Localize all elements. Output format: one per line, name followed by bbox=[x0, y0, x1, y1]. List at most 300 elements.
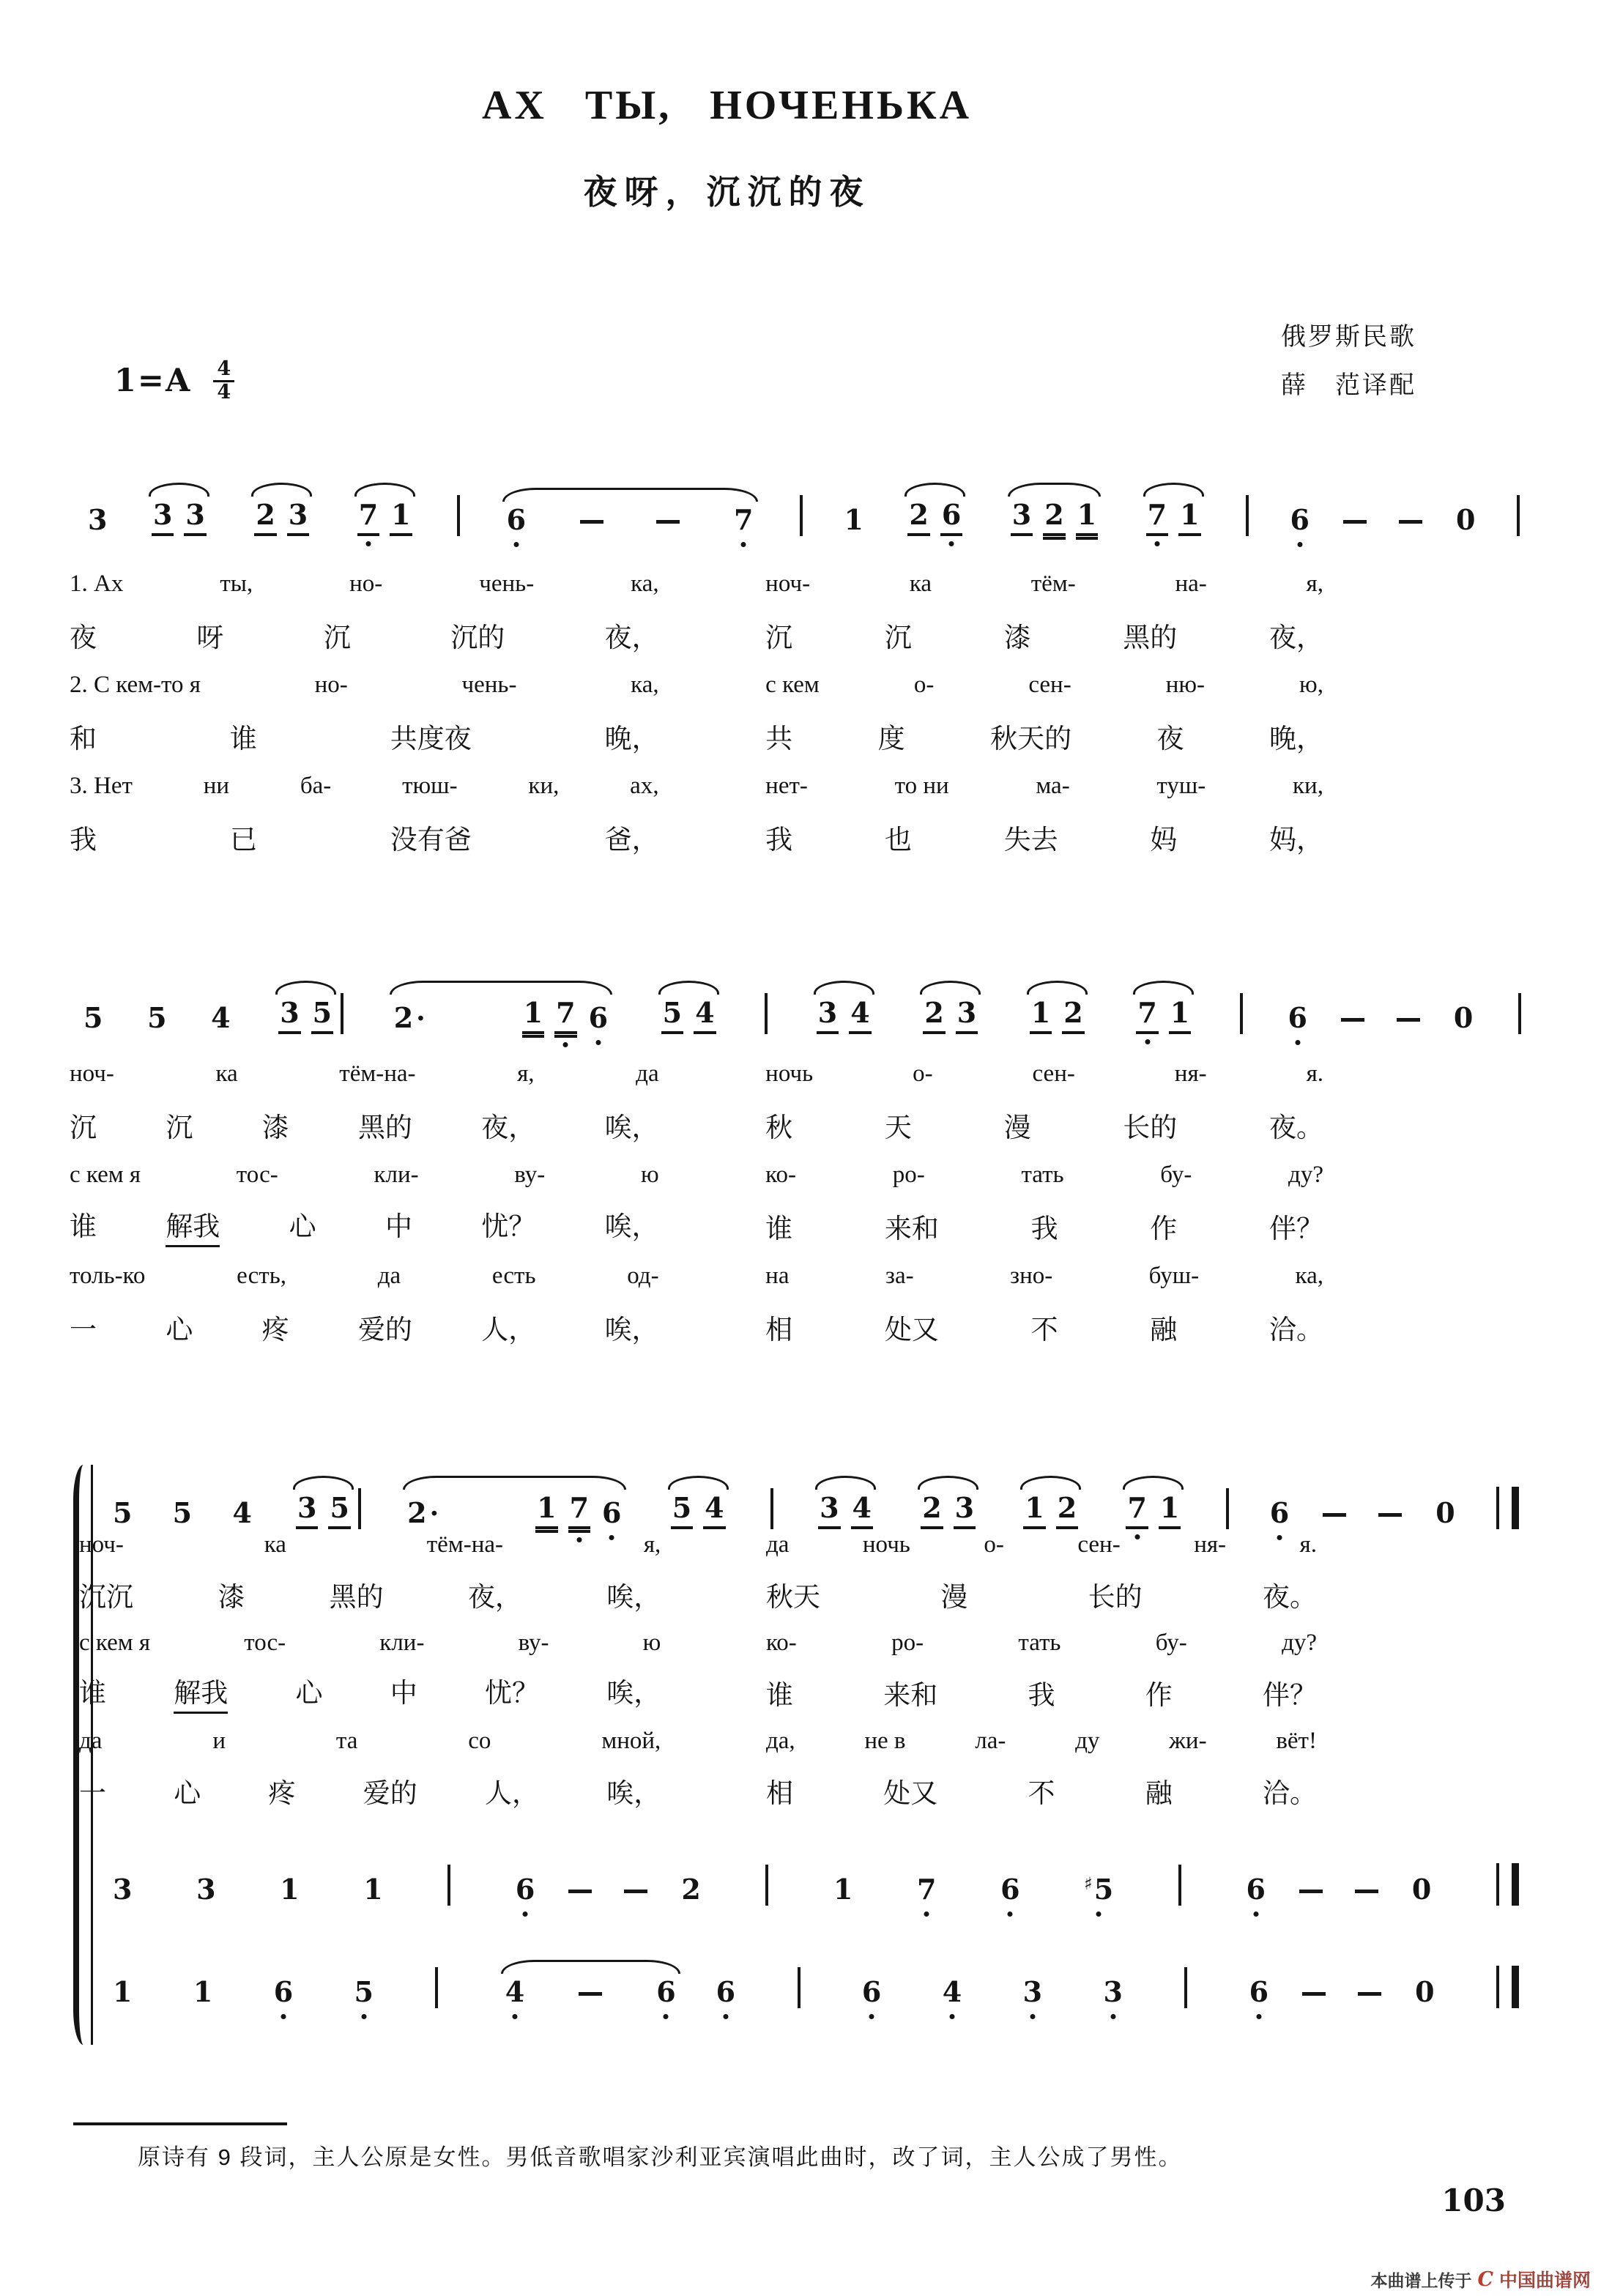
lyric-syllable: 一 bbox=[70, 1314, 97, 1345]
lyric-syllable: на- bbox=[1175, 571, 1207, 597]
lyric-syllable: 已 bbox=[229, 824, 257, 855]
lyric-syllable: 爱的 bbox=[357, 1314, 412, 1345]
barline bbox=[1517, 495, 1520, 536]
lyric-row bbox=[70, 660, 1323, 710]
lyric-syllable: та bbox=[335, 1728, 358, 1754]
duration-dash bbox=[1302, 1992, 1326, 1996]
note-digit: 6 bbox=[656, 1975, 676, 2008]
barline bbox=[1240, 993, 1243, 1034]
lyric-syllable: ню- bbox=[1165, 672, 1206, 698]
lyric-syllable: ки, bbox=[1293, 773, 1323, 799]
lyric-syllable: ки, bbox=[528, 773, 560, 799]
duration-dash bbox=[1358, 1992, 1381, 1996]
duration-dash bbox=[580, 520, 603, 524]
lyric-syllable: я. bbox=[1299, 1531, 1317, 1558]
lyric-syllable: 夜 bbox=[70, 622, 97, 653]
note-digit: 1 bbox=[390, 499, 412, 536]
lyric-syllable: сен- bbox=[1032, 1060, 1075, 1087]
credit-origin: 俄罗斯民歌 bbox=[1281, 324, 1416, 351]
note-digit: 4 bbox=[694, 997, 716, 1034]
barline bbox=[1518, 993, 1521, 1034]
slur-arc bbox=[1006, 483, 1103, 536]
lyric-syllable: ву- bbox=[518, 1630, 549, 1656]
lyric-syllable: 黑的 bbox=[1123, 622, 1178, 653]
lyric-syllable: о- bbox=[984, 1531, 1004, 1558]
lyric-syllable: туш- bbox=[1156, 773, 1206, 799]
lyric-syllable: 漫 bbox=[1003, 1112, 1031, 1143]
lyric-syllable: 夜， bbox=[467, 1581, 522, 1612]
sharp-icon: ♯ bbox=[1084, 1873, 1093, 1894]
note-digit: 5 bbox=[671, 1492, 693, 1529]
lyric-syllable: 沉 bbox=[884, 622, 912, 653]
lyric-syllable: ка bbox=[215, 1060, 238, 1087]
note-digit: 5 bbox=[147, 1001, 167, 1034]
lyric-syllable: 融 bbox=[1145, 1777, 1173, 1808]
lyric-syllable: 沉沉 bbox=[79, 1581, 133, 1612]
lyrics-system-1 bbox=[70, 559, 1323, 862]
augmentation-dot: · bbox=[429, 1498, 439, 1529]
melody-line-system-2 bbox=[82, 961, 1523, 1034]
lyric-syllable: 谁 bbox=[765, 1679, 793, 1710]
lyric-syllable: да bbox=[636, 1060, 659, 1087]
note-digit: 3 bbox=[954, 1492, 976, 1529]
lyric-syllable: 沉的 bbox=[450, 622, 505, 653]
lyric-syllable: 我 bbox=[70, 824, 97, 855]
lyric-syllable: 秋 bbox=[765, 1112, 793, 1143]
note-digit: 3 bbox=[113, 1873, 133, 1906]
lyric-syllable: ка, bbox=[1295, 1263, 1323, 1289]
lyric-row bbox=[70, 1251, 1323, 1301]
lyric-syllable: ночь bbox=[862, 1531, 910, 1558]
note-digit: 5 bbox=[354, 1975, 374, 2008]
slur-arc bbox=[387, 981, 614, 1034]
lyric-syllable: 沉 bbox=[765, 622, 793, 653]
lyric-syllable: 洽。 bbox=[1262, 1777, 1317, 1808]
note-digit: 1 bbox=[1178, 499, 1200, 536]
note-digit: 6 bbox=[588, 1001, 609, 1034]
note-digit: 1 bbox=[193, 1975, 213, 2008]
slur-arc bbox=[811, 981, 877, 1034]
lyric-syllable: ма- bbox=[1036, 773, 1070, 799]
lyric-syllable: бу- bbox=[1160, 1162, 1192, 1188]
lyric-syllable: 2. С кем-то я bbox=[70, 672, 201, 698]
slur-arc bbox=[918, 981, 983, 1034]
lyric-syllable: ноч- bbox=[765, 571, 811, 597]
lyric-row bbox=[70, 1049, 1323, 1099]
watermark bbox=[1370, 2266, 1591, 2292]
note-digit: 2 bbox=[1056, 1492, 1078, 1529]
duration-dash bbox=[579, 1992, 602, 1996]
lyric-syllable: 爸， bbox=[604, 824, 659, 855]
footnote-divider bbox=[73, 2122, 287, 2125]
lyric-syllable: 解我 bbox=[174, 1671, 228, 1714]
note-digit: 2 · bbox=[407, 1496, 439, 1529]
lyric-syllable: жи- bbox=[1169, 1728, 1207, 1754]
lyric-syllable: 处又 bbox=[884, 1314, 939, 1345]
barline bbox=[800, 495, 803, 536]
time-signature-numerator: 4 bbox=[213, 359, 234, 382]
lyric-syllable: мной, bbox=[601, 1728, 661, 1754]
lyric-syllable: од- bbox=[627, 1263, 659, 1289]
lyric-syllable: 秋天 bbox=[765, 1581, 820, 1612]
note-digit: 3 bbox=[287, 499, 309, 536]
lyric-syllable: 谁 bbox=[70, 1211, 97, 1241]
lyric-syllable: ю bbox=[642, 1630, 661, 1656]
lyric-row bbox=[70, 1150, 1323, 1200]
lyric-syllable: 黑的 bbox=[357, 1112, 412, 1143]
footnote-text: 原诗有 9 段词，主人公原是女性。男低音歌唱家沙利亚宾演唱此曲时，改了词，主人公成了男性。 bbox=[138, 2144, 1183, 2170]
duration-dash bbox=[1399, 520, 1422, 524]
lyric-row bbox=[70, 1099, 1323, 1150]
note-digit: 6 bbox=[1290, 503, 1310, 536]
note-digit: 1 bbox=[1030, 997, 1052, 1034]
lyric-syllable: есть bbox=[491, 1263, 536, 1289]
lyric-syllable: ду? bbox=[1288, 1162, 1323, 1188]
melody-line-system-3 bbox=[111, 1456, 1521, 1529]
final-barline bbox=[1496, 1863, 1519, 1906]
note-digit: 5 bbox=[83, 1001, 103, 1034]
lyric-syllable: ба- bbox=[300, 773, 332, 799]
lyric-syllable: 处又 bbox=[883, 1777, 938, 1808]
credit-translator: 薛 范译配 bbox=[1281, 372, 1416, 399]
lyric-syllable: ня- bbox=[1194, 1531, 1227, 1558]
note-digit: 7 bbox=[554, 997, 576, 1034]
duration-dash bbox=[568, 1890, 592, 1893]
lyric-syllable: с кем bbox=[765, 672, 820, 698]
lyric-syllable: 心 bbox=[174, 1777, 201, 1808]
lyric-syllable: 呀 bbox=[196, 622, 224, 653]
slur-arc bbox=[273, 981, 338, 1034]
note-digit: 7 bbox=[568, 1492, 590, 1529]
lyric-row bbox=[79, 1569, 1317, 1619]
note-digit: 2 bbox=[681, 1873, 701, 1906]
watermark-text: 本曲谱上传于 bbox=[1370, 2270, 1472, 2290]
lyric-syllable: 夜， bbox=[604, 622, 659, 653]
duration-dash bbox=[1355, 1890, 1378, 1893]
lyric-syllable: 沉 bbox=[323, 622, 351, 653]
lyric-syllable: 唉， bbox=[606, 1678, 661, 1708]
lyric-syllable: 夜， bbox=[481, 1112, 536, 1143]
lyric-syllable: нет- bbox=[765, 773, 808, 799]
lyric-syllable: ву- bbox=[514, 1162, 546, 1188]
note-digit: 2 bbox=[254, 499, 276, 536]
note-digit: 6 bbox=[515, 1873, 535, 1906]
note-digit: 1 bbox=[535, 1492, 557, 1529]
lyric-syllable: со bbox=[468, 1728, 491, 1754]
slur-arc bbox=[1131, 981, 1196, 1034]
note-digit: 3 bbox=[152, 499, 174, 536]
lyric-row bbox=[70, 710, 1323, 761]
lyric-syllable: я, bbox=[643, 1531, 661, 1558]
lyric-syllable: ноч- bbox=[79, 1531, 124, 1558]
lyric-syllable: ка bbox=[909, 571, 932, 597]
note-digit: 6 bbox=[716, 1975, 736, 2008]
barline bbox=[798, 1967, 800, 2008]
lyric-syllable: тос- bbox=[244, 1630, 286, 1656]
lyric-syllable: 爱的 bbox=[363, 1777, 417, 1808]
note-digit: ♯5 bbox=[1084, 1873, 1114, 1906]
lyric-syllable: 洽。 bbox=[1268, 1314, 1323, 1345]
lyric-syllable: 疼 bbox=[268, 1777, 296, 1808]
lyrics-system-3 bbox=[79, 1520, 1317, 1815]
melody-line-system-1 bbox=[86, 463, 1522, 536]
note-digit: 0 bbox=[1455, 503, 1476, 536]
duration-dash bbox=[1323, 1513, 1346, 1517]
lyric-syllable: да bbox=[79, 1728, 103, 1754]
lyric-syllable: буш- bbox=[1148, 1263, 1200, 1289]
note-digit: 3 bbox=[1103, 1975, 1123, 2008]
lyric-syllable: сен- bbox=[1077, 1531, 1121, 1558]
note-digit: 6 bbox=[1288, 1001, 1307, 1034]
note-digit: 2 bbox=[1062, 997, 1084, 1034]
note-digit: 5 bbox=[172, 1496, 193, 1529]
lyric-syllable: 人， bbox=[485, 1777, 539, 1808]
lyric-syllable: тос- bbox=[236, 1162, 278, 1188]
lyric-syllable: 一 bbox=[79, 1777, 106, 1808]
note-digit: 3 bbox=[296, 1492, 318, 1529]
lyric-syllable: чень- bbox=[461, 672, 517, 698]
duration-dash bbox=[1378, 1513, 1402, 1517]
note-digit: 2 bbox=[1043, 499, 1065, 536]
note-digit: 3 bbox=[956, 997, 978, 1034]
lyric-syllable: сен- bbox=[1028, 672, 1071, 698]
lyric-syllable: ро- bbox=[892, 1162, 925, 1188]
lyric-syllable: 共度夜 bbox=[390, 723, 472, 754]
lyric-row bbox=[70, 811, 1323, 862]
note-digit: 3 bbox=[817, 997, 839, 1034]
final-barline bbox=[1496, 1966, 1519, 2008]
note-digit: 6 bbox=[1246, 1873, 1266, 1906]
lyric-syllable: 妈 bbox=[1150, 824, 1178, 855]
lyric-syllable: 漆 bbox=[261, 1112, 289, 1143]
lyric-syllable: 唉， bbox=[604, 1314, 659, 1345]
lyric-syllable: да bbox=[765, 1531, 790, 1558]
lyric-syllable: 也 bbox=[884, 824, 912, 855]
note-digit: 6 bbox=[1249, 1975, 1269, 2008]
barline bbox=[457, 495, 460, 536]
lyric-syllable: 天 bbox=[884, 1112, 912, 1143]
lyric-syllable: 1. Ах bbox=[70, 571, 124, 597]
lyric-syllable: ро- bbox=[891, 1630, 924, 1656]
lyric-syllable: 人， bbox=[481, 1314, 536, 1345]
lyric-syllable: 妈， bbox=[1268, 824, 1323, 855]
lyric-syllable: 长的 bbox=[1123, 1112, 1178, 1143]
note-digit: 3 bbox=[1022, 1975, 1043, 2008]
lyric-syllable: 解我 bbox=[166, 1204, 220, 1247]
note-digit: 6 bbox=[940, 499, 962, 536]
final-barline bbox=[1496, 1487, 1519, 1529]
note-digit: 3 bbox=[1011, 499, 1033, 536]
lyric-syllable: 夜。 bbox=[1262, 1581, 1317, 1612]
note-digit: 2 · bbox=[393, 1001, 426, 1034]
song-title-russian: АХ ТЫ, НОЧЕНЬКА bbox=[481, 83, 973, 128]
lyric-syllable: ночь bbox=[765, 1060, 814, 1087]
note-digit: 4 bbox=[211, 1001, 231, 1034]
lyric-syllable: 来和 bbox=[884, 1213, 939, 1244]
duration-dash bbox=[1397, 1018, 1420, 1022]
lyric-syllable: 心 bbox=[289, 1211, 316, 1241]
alto-voice-line bbox=[111, 1832, 1521, 1906]
cnscore-logo-icon: C bbox=[1477, 2267, 1493, 2291]
note-digit: 3 bbox=[184, 499, 206, 536]
lyric-syllable: 漫 bbox=[940, 1581, 968, 1612]
lyric-syllable: тать bbox=[1021, 1162, 1064, 1188]
lyric-syllable: 不 bbox=[1028, 1777, 1055, 1808]
note-digit: 2 bbox=[907, 499, 929, 536]
key-signature: 1=A bbox=[114, 362, 192, 399]
note-digit: 1 bbox=[844, 503, 863, 536]
lyric-syllable: я. bbox=[1306, 1060, 1323, 1087]
lyric-row bbox=[79, 1668, 1317, 1717]
lyric-syllable: то ни bbox=[894, 773, 949, 799]
note-digit: 1 bbox=[1169, 997, 1191, 1034]
lyric-syllable: за- bbox=[885, 1263, 914, 1289]
lyric-syllable: тюш- bbox=[402, 773, 458, 799]
lyric-syllable: 唉， bbox=[606, 1581, 661, 1612]
lyric-syllable: 共 bbox=[765, 723, 793, 754]
lyric-syllable: о- bbox=[913, 672, 935, 698]
lyric-syllable: есть, bbox=[237, 1263, 286, 1289]
lyric-syllable: я, bbox=[1306, 571, 1323, 597]
lyric-syllable: 伴？ bbox=[1262, 1679, 1317, 1710]
lyric-syllable: кли- bbox=[374, 1162, 419, 1188]
lyric-row bbox=[79, 1766, 1317, 1815]
barline bbox=[1246, 495, 1249, 536]
lyric-row bbox=[79, 1520, 1317, 1569]
note-digit: 4 bbox=[942, 1975, 962, 2008]
lyric-syllable: тём-на- bbox=[426, 1531, 503, 1558]
lyric-syllable: 心 bbox=[295, 1678, 323, 1708]
lyric-syllable: ка, bbox=[631, 672, 659, 698]
duration-dash bbox=[1299, 1890, 1323, 1893]
bass-voice-line bbox=[111, 1935, 1521, 2008]
slur-arc bbox=[249, 483, 314, 536]
lyric-syllable: 失去 bbox=[1003, 824, 1058, 855]
lyric-syllable: 相 bbox=[765, 1777, 793, 1808]
lyric-syllable: 没有爸 bbox=[390, 824, 472, 855]
lyric-syllable: 晚， bbox=[1268, 723, 1323, 754]
lyric-syllable: 作 bbox=[1150, 1213, 1178, 1244]
duration-dash bbox=[624, 1890, 647, 1893]
lyric-row bbox=[70, 609, 1323, 660]
lyric-syllable: ня- bbox=[1174, 1060, 1207, 1087]
note-digit: 1 bbox=[1023, 1492, 1045, 1529]
lyric-row bbox=[70, 1301, 1323, 1352]
lyric-syllable: о- bbox=[913, 1060, 933, 1087]
note-digit: 3 bbox=[818, 1492, 840, 1529]
credits-block bbox=[1281, 313, 1416, 410]
lyric-syllable: ах, bbox=[630, 773, 659, 799]
lyric-syllable: ко- bbox=[765, 1162, 797, 1188]
lyric-syllable: 晚， bbox=[604, 723, 659, 754]
note-digit: 7 bbox=[1136, 997, 1158, 1034]
lyric-syllable: да, bbox=[765, 1728, 795, 1754]
lyric-syllable: ю, bbox=[1299, 672, 1323, 698]
lyric-syllable: но- bbox=[349, 571, 383, 597]
slur-arc bbox=[352, 483, 417, 536]
slur-arc bbox=[500, 488, 760, 536]
note-digit: 6 bbox=[506, 503, 527, 536]
lyric-syllable: ла- bbox=[975, 1728, 1006, 1754]
lyric-syllable: тать bbox=[1018, 1630, 1061, 1656]
note-digit: 7 bbox=[917, 1873, 937, 1906]
lyric-syllable: да bbox=[377, 1263, 401, 1289]
lyric-syllable: 相 bbox=[765, 1314, 793, 1345]
page-number: 103 bbox=[1441, 2182, 1506, 2218]
lyric-syllable: ноч- bbox=[70, 1060, 114, 1087]
lyric-syllable: 心 bbox=[166, 1314, 193, 1345]
note-digit: 6 bbox=[1000, 1873, 1020, 1906]
lyric-syllable: 唉， bbox=[604, 1112, 659, 1143]
note-digit: 3 bbox=[196, 1873, 216, 1906]
lyric-syllable: ка bbox=[264, 1531, 286, 1558]
note-digit: 1 bbox=[833, 1873, 853, 1906]
lyric-syllable: не в bbox=[864, 1728, 906, 1754]
note-digit: 1 bbox=[363, 1873, 383, 1906]
lyric-syllable: 沉 bbox=[70, 1112, 97, 1143]
barline bbox=[765, 993, 768, 1034]
lyric-syllable: 漆 bbox=[218, 1581, 245, 1612]
lyric-syllable: 黑的 bbox=[329, 1581, 384, 1612]
lyric-syllable: ка, bbox=[631, 571, 659, 597]
slur-arc bbox=[1141, 483, 1206, 536]
augmentation-dot: · bbox=[416, 1003, 426, 1034]
duration-dash bbox=[1341, 1018, 1364, 1022]
lyric-row bbox=[70, 1200, 1323, 1251]
time-signature-denominator: 4 bbox=[217, 381, 231, 404]
lyric-syllable: 疼 bbox=[261, 1314, 289, 1345]
lyric-syllable: 谁 bbox=[765, 1213, 793, 1244]
lyric-syllable: ни bbox=[203, 773, 230, 799]
note-digit: 5 bbox=[661, 997, 683, 1034]
note-digit: 4 bbox=[849, 997, 871, 1034]
duration-dash bbox=[1343, 520, 1367, 524]
lyric-syllable: 夜， bbox=[1268, 622, 1323, 653]
lyric-syllable: ду bbox=[1075, 1728, 1100, 1754]
slur-arc bbox=[902, 483, 967, 536]
lyrics-system-2 bbox=[70, 1049, 1323, 1352]
lyric-syllable: 度 bbox=[877, 723, 905, 754]
note-digit: 7 bbox=[1126, 1492, 1148, 1529]
lyric-syllable: 3. Нет bbox=[70, 773, 133, 799]
watermark-site-name: 中国曲谱网 bbox=[1498, 2270, 1591, 2291]
barline bbox=[1184, 1967, 1187, 2008]
note-digit: 3 bbox=[278, 997, 300, 1034]
note-digit: 6 bbox=[861, 1975, 882, 2008]
note-digit: 4 bbox=[703, 1492, 725, 1529]
lyric-syllable: 来和 bbox=[883, 1679, 938, 1710]
lyric-syllable: 谁 bbox=[229, 723, 257, 754]
note-digit: 3 bbox=[88, 503, 108, 536]
lyric-syllable: 忧？ bbox=[481, 1211, 536, 1241]
lyric-syllable: 漆 bbox=[1003, 622, 1031, 653]
lyric-row bbox=[70, 761, 1323, 811]
note-digit: 6 bbox=[273, 1975, 294, 2008]
note-digit: 7 bbox=[1146, 499, 1168, 536]
lyric-syllable: и bbox=[212, 1728, 226, 1754]
lyric-syllable: 作 bbox=[1145, 1679, 1173, 1710]
note-digit: 0 bbox=[1435, 1496, 1455, 1529]
lyric-syllable: 唉， bbox=[606, 1777, 661, 1808]
lyric-syllable: 和 bbox=[70, 723, 97, 754]
duration-dash bbox=[656, 520, 680, 524]
lyric-syllable: 伴？ bbox=[1268, 1213, 1323, 1244]
lyric-syllable: ко- bbox=[765, 1630, 797, 1656]
lyric-syllable: 我 bbox=[765, 824, 793, 855]
note-digit: 1 bbox=[113, 1975, 133, 2008]
note-digit: 1 bbox=[280, 1873, 300, 1906]
note-digit: 4 bbox=[232, 1496, 252, 1529]
